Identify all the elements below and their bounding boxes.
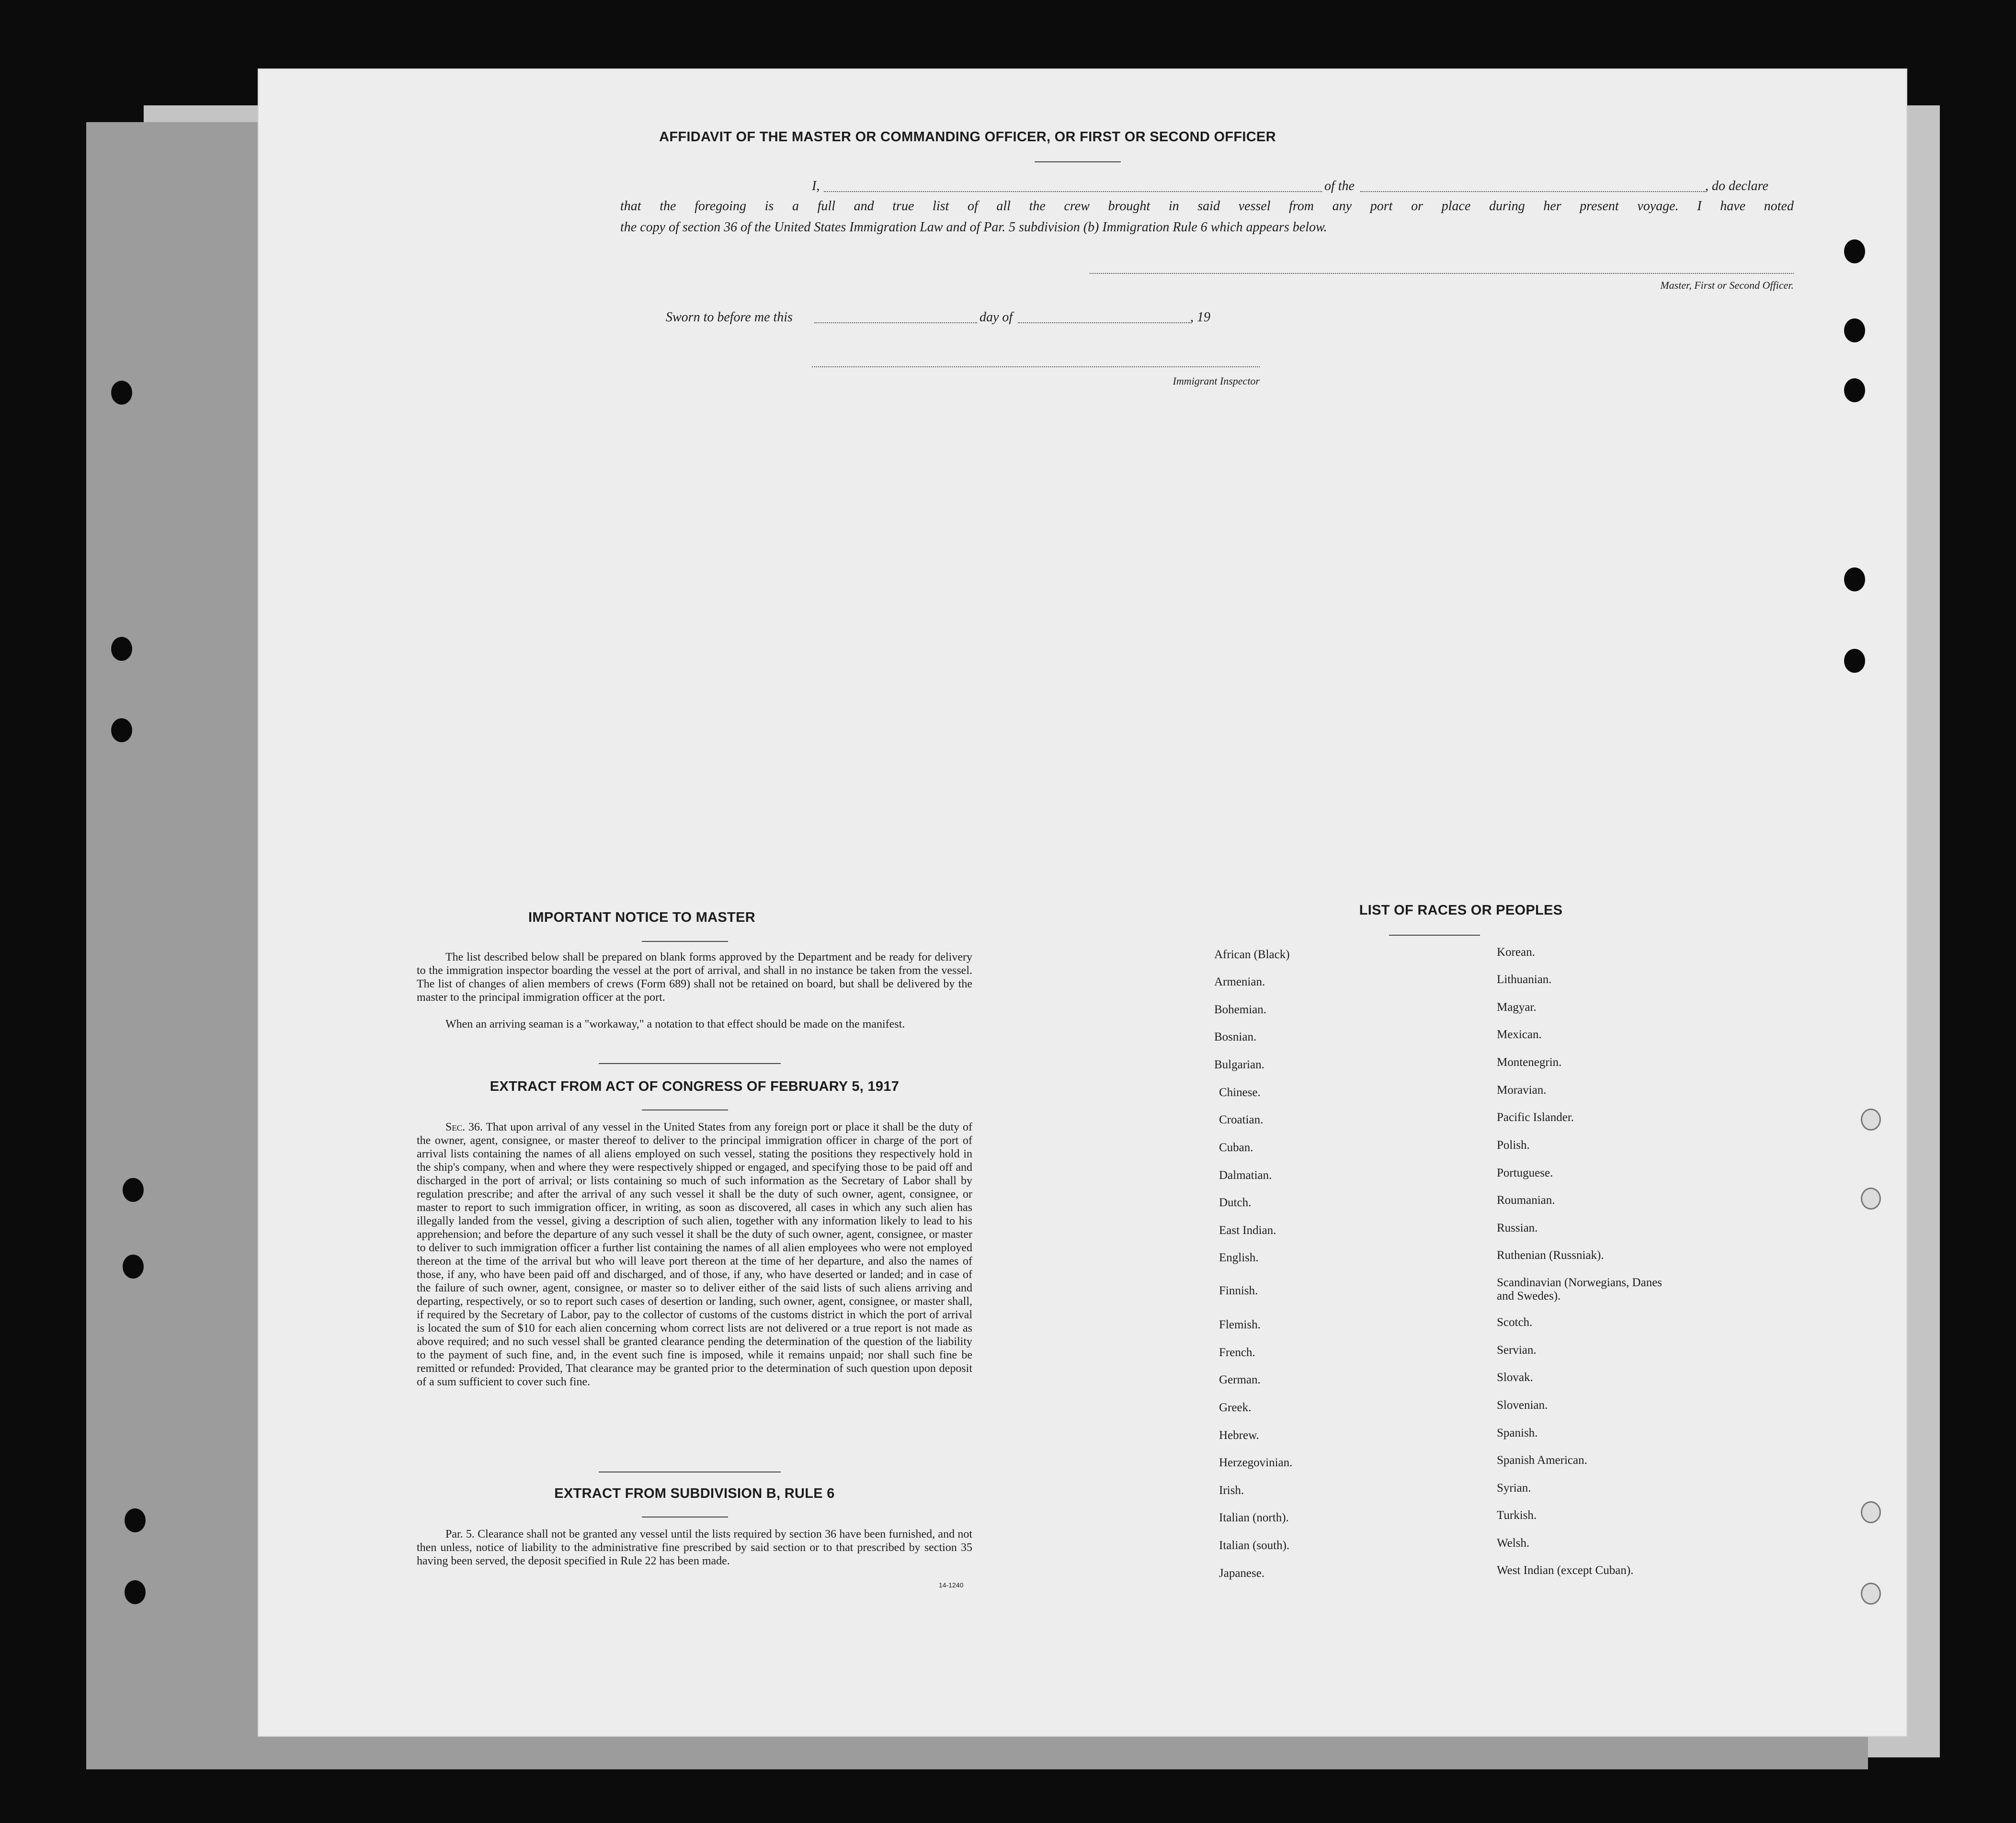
declaration-line-2: that the foregoing is a full and true list of all the crew brought in said vessel from any port or place during her present voyage. I have noted xyxy=(620,199,1794,214)
act-extract-body xyxy=(417,1121,972,1389)
race-item: Lithuanian. xyxy=(1497,973,1552,986)
master-signature-line[interactable] xyxy=(1090,273,1794,274)
race-item: Moravian. xyxy=(1497,1084,1547,1097)
rule-extract-body: Par. 5. Clearance shall not be granted any vessel until the lists required by section 36 have been furnished, and not then unless, notice of liability to the administrative fine prescribed by said section or to that prescribed by section 35 having been served, the deposit specified in Rule 22 has been made. xyxy=(417,1528,972,1567)
race-item: Scotch. xyxy=(1497,1316,1533,1329)
race-item: French. xyxy=(1219,1346,1255,1359)
inspector-signature-line[interactable] xyxy=(812,366,1260,367)
race-item: English. xyxy=(1219,1251,1259,1264)
sworn-end: , 19 xyxy=(1190,310,1210,325)
document-page xyxy=(259,69,1906,1736)
race-item: Korean. xyxy=(1497,946,1535,959)
race-item: Ruthenian (Russniak). xyxy=(1497,1249,1604,1262)
notice-title: IMPORTANT NOTICE TO MASTER xyxy=(528,910,755,925)
race-item: Cuban. xyxy=(1219,1141,1253,1154)
race-item: Magyar. xyxy=(1497,1001,1537,1014)
race-item: Bulgarian. xyxy=(1214,1058,1264,1071)
divider xyxy=(642,941,728,942)
race-item: Japanese. xyxy=(1219,1567,1265,1580)
notice-paragraph-2: When an arriving seaman is a "workaway," a notation to that effect should be made on the manifest. xyxy=(445,1018,905,1030)
sworn-mid: day of xyxy=(980,310,1013,325)
rule-extract-title: EXTRACT FROM SUBDIVISION B, RULE 6 xyxy=(554,1486,835,1501)
punch-ring xyxy=(1861,1109,1881,1131)
sworn-start: Sworn to before me this xyxy=(666,310,793,325)
race-item: Italian (south). xyxy=(1219,1539,1290,1552)
race-item: Polish. xyxy=(1497,1139,1530,1152)
binder-hole xyxy=(111,637,132,661)
race-item: Italian (north). xyxy=(1219,1511,1289,1524)
race-item: Hebrew. xyxy=(1219,1429,1259,1442)
name-blank[interactable] xyxy=(824,191,1322,192)
inspector-caption: Immigrant Inspector xyxy=(1173,375,1260,387)
race-item: Chinese. xyxy=(1219,1086,1261,1099)
races-title: LIST OF RACES OR PEOPLES xyxy=(1359,903,1563,918)
binder-hole xyxy=(123,1255,144,1279)
race-item: East Indian. xyxy=(1219,1224,1276,1237)
race-item: Herzegovinian. xyxy=(1219,1456,1293,1469)
race-item: Portuguese. xyxy=(1497,1166,1553,1179)
declaration-line-3: the copy of section 36 of the United States Immigration Law and of Par. 5 subdivision (b) Immigration Rule 6 which appears below. xyxy=(620,220,1327,235)
race-item: Greek. xyxy=(1219,1401,1252,1414)
declaration-start: I, xyxy=(812,179,820,193)
divider xyxy=(1389,935,1480,936)
form-number: 14-1240 xyxy=(939,1581,964,1589)
section-text: That upon arrival of any vessel in the United States from any foreign port or place it shall be the duty of the owner, agent, consignee, or master thereof to deliver to the principal immigration officer in charge of the port of arrival lists containing the names of all aliens employed on such vessel, stating the positions they respectively hold in the ship's company, when and where they were respectively shipped or engaged, and specifying those to be paid off and discharged in the port of arrival; or lists containing so much of such information as the Secretary of Labor shall by regulation prescribe; and after the arrival of any such vessel it shall be the duty of such owner, agent, consignee, or master to report to such immigration officer, in writing, as soon as discovered, all cases in which any such alien has illegally landed from the vessel, giving a description of such alien, together with any information likely to lead to his apprehension; and before the departure of any such vessel it shall be the duty of such owner, agent, consignee, or master to deliver to such immigration officer a further list containing the names of all alien employees who were not employed thereon at the time of the arrival but who will leave port thereon at the time of her departure, and also the names of those, if any, who have been paid off and discharged, and of those, if any, who have deserted or landed; and in case of the failure of such owner, agent, consignee, or master so to deliver either of the said lists of such aliens arriving and departing, respectively, or so to report such cases of desertion or landing, such owner, agent, consignee, or master shall, if required by the Secretary of Labor, pay to the collector of customs of the customs district in which the port of arrival is located the sum of $10 for each alien concerning whom correct lists are not delivered or a true report is not made as above required; and no such vessel shall be granted clearance pending the determination of the question of the liability to the payment of such fine, and, in the event such fine is imposed, while it remains unpaid; nor shall such fine be remitted or refunded: Provided, That clearance may be granted prior to the determination of such question upon deposit of a sum sufficient to cover such fine. xyxy=(417,1121,972,1388)
binder-hole xyxy=(125,1580,146,1604)
race-item: Roumanian. xyxy=(1497,1194,1555,1207)
race-item: Mexican. xyxy=(1497,1028,1542,1041)
race-item: Armenian. xyxy=(1214,975,1265,988)
notice-paragraph-1: The list described below shall be prepared on blank forms approved by the Department and be ready for delivery to the immigration inspector boarding the vessel at the port of arrival, and shall in no instance be taken from the vessel. The list of changes of alien members of crews (Form 689) shall not be retained on board, but shall be delivered by the master to the principal immigration officer at the port. xyxy=(417,951,972,1004)
race-item: Irish. xyxy=(1219,1484,1244,1497)
punch-hole xyxy=(1844,567,1865,591)
race-item: West Indian (except Cuban). xyxy=(1497,1564,1634,1577)
race-item: German. xyxy=(1219,1373,1261,1386)
race-item: Dalmatian. xyxy=(1219,1169,1272,1182)
punch-ring xyxy=(1861,1501,1881,1523)
punch-hole xyxy=(1844,378,1865,402)
binder-hole xyxy=(111,381,132,405)
race-item: Finnish. xyxy=(1219,1284,1258,1297)
race-item: Dutch. xyxy=(1219,1196,1252,1209)
binder-hole xyxy=(111,718,132,742)
race-item: Slovak. xyxy=(1497,1371,1533,1384)
binder-hole xyxy=(123,1178,144,1202)
race-item: Turkish. xyxy=(1497,1509,1537,1522)
punch-ring xyxy=(1861,1188,1881,1210)
punch-hole xyxy=(1844,649,1865,673)
race-item: African (Black) xyxy=(1214,948,1290,961)
race-item: Scandinavian (Norwegians, Danes and Swedes). xyxy=(1497,1276,1663,1302)
punch-hole xyxy=(1844,239,1865,263)
race-item: Russian. xyxy=(1497,1222,1538,1234)
affidavit-title: AFFIDAVIT OF THE MASTER OR COMMANDING OFFICER, OR FIRST OR SECOND OFFICER xyxy=(659,129,1276,145)
vessel-blank[interactable] xyxy=(1360,191,1705,192)
race-item: Spanish American. xyxy=(1497,1454,1587,1467)
race-item: Flemish. xyxy=(1219,1318,1261,1331)
race-item: Spanish. xyxy=(1497,1427,1538,1439)
binder-hole xyxy=(125,1508,146,1532)
race-item: Bohemian. xyxy=(1214,1003,1267,1016)
master-signature-caption: Master, First or Second Officer. xyxy=(1660,279,1794,291)
race-item: Syrian. xyxy=(1497,1482,1531,1495)
race-item: Montenegrin. xyxy=(1497,1056,1562,1069)
sworn-month-blank[interactable] xyxy=(1018,322,1190,323)
race-item: Bosnian. xyxy=(1214,1030,1257,1043)
sworn-day-blank[interactable] xyxy=(814,322,977,323)
divider xyxy=(1035,161,1121,162)
declaration-mid: of the xyxy=(1324,179,1355,193)
punch-ring xyxy=(1861,1583,1881,1605)
punch-hole xyxy=(1844,318,1865,342)
race-item: Croatian. xyxy=(1219,1113,1264,1126)
declaration-end: , do declare xyxy=(1705,179,1768,193)
race-item: Welsh. xyxy=(1497,1537,1530,1550)
race-item: Slovenian. xyxy=(1497,1399,1548,1412)
act-extract-title: EXTRACT FROM ACT OF CONGRESS OF FEBRUARY 5, 1917 xyxy=(490,1079,900,1094)
divider xyxy=(599,1063,781,1064)
section-label: Sec. 36. xyxy=(445,1121,483,1133)
race-item: Servian. xyxy=(1497,1344,1537,1357)
race-item: Pacific Islander. xyxy=(1497,1111,1574,1124)
